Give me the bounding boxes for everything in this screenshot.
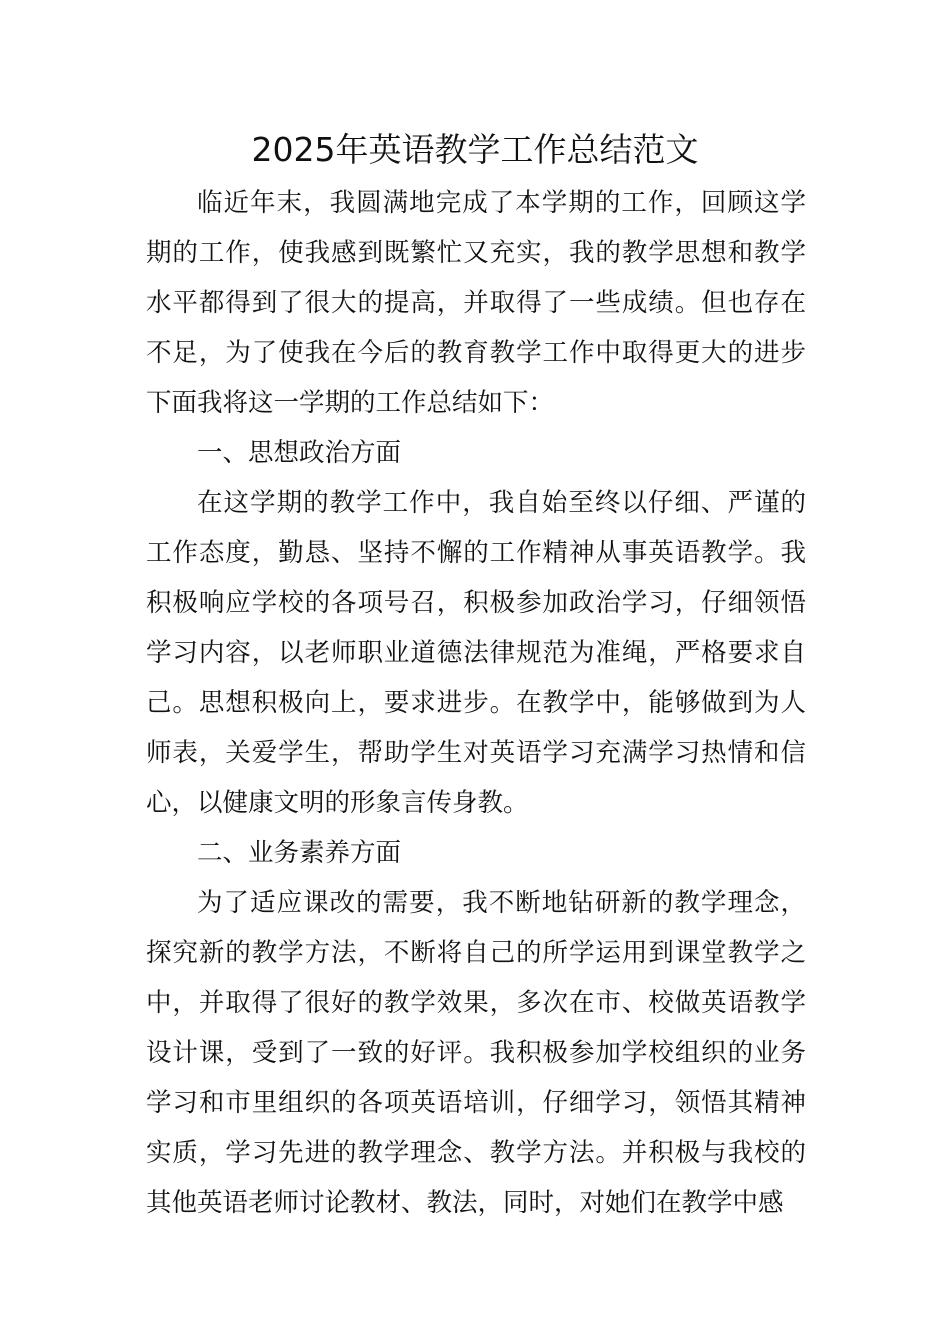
- document-body: [146, 178, 806, 1228]
- paragraph-intro: 临近年末，我圆满地完成了本学期的工作，回顾这学期的工作，使我感到既繁忙又充实，我的教学思想和教学水平都得到了很大的提高，并取得了一些成绩。但也存在不足，为了使我在今后的教育教学工作中取得更大的进步下面我将这一学期的工作总结如下：: [146, 188, 806, 418]
- paragraph-political: 在这学期的教学工作中，我自始至终以仔细、严谨的工作态度，勤恳、坚持不懈的工作精神从事英语教学。我积极响应学校的各项号召，积极参加政治学习，仔细领悟学习内容，以老师职业道德法律规范为准绳，严格要求自己。思想积极向上，要求进步。在教学中，能够做到为人师表，关爱学生，帮助学生对英语学习充满学习热情和信心，以健康文明的形象言传身教。: [146, 488, 806, 818]
- paragraph-professional: 为了适应课改的需要，我不断地钻研新的教学理念，探究新的教学方法，不断将自己的所学运用到课堂教学之中，并取得了很好的教学效果，多次在市、校做英语教学设计课，受到了一致的好评。我积极参加学校组织的业务学习和市里组织的各项英语培训，仔细学习，领悟其精神实质，学习先进的教学理念、教学方法。并积极与我校的其他英语老师讨论教材、教法，同时，对她们在教学中感: [146, 888, 806, 1218]
- document-title: 2025年英语教学工作总结范文: [251, 130, 699, 169]
- section-heading-professional: 二、业务素养方面: [197, 838, 402, 868]
- section-heading-political: 一、思想政治方面: [197, 438, 402, 468]
